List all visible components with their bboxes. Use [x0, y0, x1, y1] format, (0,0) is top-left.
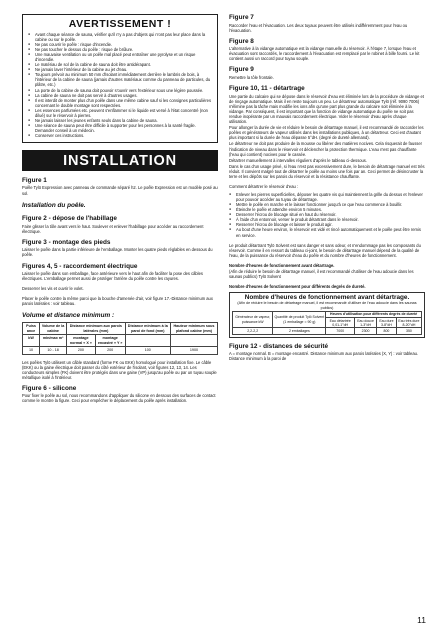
hours-box-subtitle: (Afin de réduire le besoin de détartrage manuel, il est recommandé d'utiliser de l'eau adoucie dans les saunas publics) — [237, 301, 417, 310]
warning-item: ● Ne pas toucher le dessus du poêle : risque de brûlure. — [28, 47, 212, 52]
unit-kw: kW — [23, 335, 40, 347]
th-power: Puiss ance — [23, 323, 40, 335]
page-number: 11 — [417, 615, 426, 625]
unit-encastre: montage encastré « Y » — [95, 335, 125, 347]
hours-text-2-title: Nombre d'heures de fonctionnement pour différents degrés de dureté. — [229, 284, 366, 290]
fig45-title: Figures 4, 5 - raccordement électrique — [22, 262, 138, 270]
min-distance-table — [22, 322, 218, 355]
fig1-title: Figure 1 — [22, 176, 47, 184]
hours-cell: 7000 — [326, 328, 355, 334]
warning-item: ● Toujours prévoir au minimum 50 mm d'isolant immédiatement derrière le lambris de bois, à l'intérieur de la cabine de sauna (jamais d'autres matériaux comme du panneau de particules, du plâtre, etc.) — [28, 72, 212, 87]
right-column — [229, 14, 425, 361]
descale-step: ● Éteindre le poêle et attendre environ 5 minutes. — [229, 207, 425, 212]
fig7-text: Raccorder l'eau et l'évacuation. Les deux tuyaux peuvent être utilisés indifféremment pour l'eau ou l'évacuation. — [229, 22, 408, 33]
warning-list — [28, 32, 212, 138]
table-cell: 100 — [125, 347, 170, 355]
fig9-title: Figure 9 — [229, 66, 254, 74]
th-hardness: Eau dure 3-8°dH — [377, 318, 397, 328]
fig3-text: Laisser le poêle dans la partie inférieure de l'emballage. Monter les quatre pieds réglables en dessous du poêle. — [22, 247, 213, 258]
fig1011-text-5: Dans le cas d'un usage privé, si l'eau n'est pas excessivement dure, le besoin de détartrage manuel est très réduit. Il convient malgré tout de détartrer le poêle au moins une fois par an. Ceci permet de désincruster la terre et les dépôts sur les parois du réservoir et la résistance chauffante. — [229, 163, 425, 179]
fig6-text: Pour fixer le poêle au sol, nous recommandons d'appliquer du silicone en dessous des surfaces de contact comme le montre la figure. Ceci pour empêcher le déplacement du poêle après installation. — [22, 393, 216, 404]
fig1011-title: Figure 10, 11 - détartrage — [229, 85, 305, 93]
table-cell: 1900 — [170, 347, 217, 355]
th-distance: Distance minimum aux parois latérales (mm) — [67, 323, 126, 335]
fig1011-text-4: Détartrer manuellement à intervalles réguliers d'après le tableau ci-dessous. — [229, 157, 367, 163]
descale-steps — [229, 192, 425, 237]
hours-text-title: Nombre d'heures de fonctionnement avant détartrage. — [229, 262, 335, 268]
unit-empty-1 — [125, 335, 170, 347]
fig45-text-2: Desserrer les vis et ouvrir le volet. — [22, 286, 84, 292]
hours-cell: 2300 — [355, 328, 377, 334]
descale-step: ● À l'aide d'un entonnoir, verser le produit détartrant dans le réservoir. — [229, 217, 425, 222]
hours-cell: 2 emballages — [273, 328, 326, 334]
hours-table — [232, 311, 422, 335]
warning-item: ● La porte de la cabine de sauna doit pouvoir s'ouvrir vers l'extérieur sous une légère poussée. — [28, 88, 212, 93]
hours-cell: 800 — [377, 328, 397, 334]
fig3-title: Figure 3 - montage des pieds — [22, 238, 111, 246]
cables-text: Les poêles Tylö utilisent un câble standard (forme FK ou EKK) homologué pour installation fixe. Le câble (EKK) ou la gaine électrique doit passer du côté extérieur de l'isolant, voir figures 12, 13, 14. Les conducteurs simples (FK) doivent être protégés dans une gaine (VP) jusqu'au poêle ou par un tuyau souple métallique isolé à l'intérieur. — [22, 359, 217, 380]
descale-step: ● Resserrer l'écrou de blocage et laisser le produit agir. — [229, 222, 425, 227]
hours-text: (Afin de réduire le besoin de détartrage manuel, il est recommandé d'utiliser de l'eau adoucie dans les saunas publics) Tylö Solvent — [229, 268, 414, 280]
descale-step: ● Au bout d'une heure environ, le réservoir est vidé et rincé automatiquement et le poêle peut être remis en service. — [229, 227, 425, 237]
fig45-text: Laisser le poêle dans son emballage, face antérieure vers le haut afin de faciliter la pose des câbles électriques. L'emballage permet aussi de protéger l'arrière du poêle contre les rayures. — [22, 271, 203, 282]
th-generator: Générateur de vapeur, puissance kW — [233, 311, 273, 328]
warning-item: ● Ne jamais laisser les jeunes enfants seuls dans la cabine de sauna. — [28, 118, 212, 123]
fig1011-text-6: Comment détartrer le réservoir d'eau : — [229, 184, 299, 190]
fig9-text: Remettre la tôle frontale. — [229, 74, 274, 80]
warning-item: ● Ne jamais laver l'intérieur de la cabine au jet d'eau. — [28, 67, 212, 72]
th-volume: Volume de la cabine — [40, 323, 67, 335]
th-hardness: Eau détartrée 0,01-1°dH — [326, 318, 355, 328]
descale-step: ● Mettre le poêle en marche et le laisser fonctionner jusqu'à ce que l'eau commence à bouillir. — [229, 202, 425, 207]
th-quantity: Quantité de produit Tylö Solvent (1 emballage = 90 g) — [273, 311, 326, 328]
unit-empty-2 — [170, 335, 217, 347]
warning-title: AVERTISSEMENT ! — [68, 18, 172, 30]
warning-item: ● Une mauvaise ventilation ou un poêle mal placé peut entraîner une pyrolyse et un risque d'incendie. — [28, 52, 212, 62]
th-hardness: Eau douce 1-3°dH — [355, 318, 377, 328]
hours-cell: 2,2-2,2 — [233, 328, 273, 334]
fig1-text: Poêle Tylö Expression avec panneau de commande séparé h2. Le poêle Expression est un modèle posé au sol. — [22, 185, 218, 196]
descale-text: Le produit détartrant Tylö Solvent est sans danger et sans odeur, et n'endommage pas les composants du réservoir. Comme il en ressort du tableau ci-joint, le besoin de détartrage manuel dépend de la qualité de l'eau, de la puissance du réservoir d'eau du poêle et du nombre d'heures de fonctionnement. — [229, 242, 421, 258]
th-height: Hauteur minimum sous plafond cabine (mm) — [170, 323, 217, 335]
warning-item: ● Le matériau de sol de la cabine de sauna doit être antidérapant. — [28, 62, 212, 67]
fig1011-text-2: Pour allonger la durée de vie et réduire le besoin de détartrage manuel, il est recommandé de raccorder les poêles et générateurs de vapeur utilisés dans les installations publiques, à un détartreur. Ceci est d'autant plus important si la durée de l'eau dépasse 5°dH. (degré de dureté allemand). — [229, 125, 424, 141]
table-cell: 10 — [23, 347, 40, 355]
fig7-title: Figure 7 — [229, 14, 254, 21]
installation-banner: INSTALLATION — [22, 150, 218, 171]
fig45-text-3: Placer le poêle contre la même paroi que la bouche d'amenée d'air, voir figure 17.-Distance minimum aux parois latérales : voir tableau. — [22, 296, 213, 307]
left-column — [22, 14, 218, 404]
fig1011-text: Une partie du calcaire qui se dépose dans le réservoir d'eau est éliminée lors de la procédure de vidange et de rinçage automatique. Mais il en reste toujours un peu. Le détartreur automatique Tylö (réf. 9090 7006) n'élimine pas la tâche mais modifie les ions afin qu'une part plus grande du calcaire soit éliminée à la vidange. Par conséquent, il est important que la fonction de vidange automatique du poêle ne soit pas rendue inopérante par un mauvais raccordement électrique. Vider le réservoir d'eau après chaque utilisation. — [229, 93, 424, 125]
volume-title: Volume et distance minimum : — [22, 311, 115, 319]
warning-box — [22, 14, 218, 143]
warning-item: ● Les essences parfumées etc. peuvent s'enflammer si le liquide est versé à l'état concentré (non dilué) sur le réservoir à pierres. — [28, 108, 212, 118]
unit-normal: montage normal « X » — [67, 335, 96, 347]
th-wall: Distance minimum à la paroi de fond (mm) — [125, 323, 170, 335]
warning-item: ● La cabine de sauna ne doit pas servir à d'autres usages. — [28, 93, 212, 98]
descale-step: ● Desserrer l'écrou de blocage situé en haut du réservoir. — [229, 212, 425, 217]
warning-item: ● Il est interdit de monter plus d'un poêle dans une même cabine sauf si les consignes particulières concernant le double montage sont respectées. — [28, 98, 212, 108]
fig2-text: Faire glisser la tôle avant vers le haut. Soulever et enlever l'habillage pour accéder au raccordement électrique. — [22, 223, 204, 234]
fig8-title: Figure 8 — [229, 37, 254, 45]
table-cell: 200 — [95, 347, 125, 355]
hours-box — [229, 292, 425, 337]
warning-item: ● Avant chaque séance de sauna, vérifier qu'il n'y a pas d'objets qui n'ont pas leur place dans la cabine ou sur le poêle. — [28, 32, 212, 42]
fig12-text: A = montage normal. B = montage encastré. Distance minimum aux parois latérales (X, Y) : voir tableau. Distance minimum à la paroi de — [229, 351, 419, 362]
fig12-title: Figure 12 - distances de sécurité — [229, 342, 329, 350]
fig1011-text-3: Le détartreur ne doit pas produire de la mousse ou libérer des matières nocives. Cela risquerait de fausser l'indication de niveau dans le réservoir et déclencher la protection thermique. L'eau n'est pas chauffante (l'eau qui contient) nocives pour le cassée. — [229, 141, 422, 157]
unit-minmax: min/max m³ — [40, 335, 67, 347]
hours-box-title: Nombre d'heures de fonctionnement avant détartrage. — [244, 294, 410, 302]
fig6-title: Figure 6 - silicone — [22, 384, 77, 392]
th-hours: Heures d'utilisation pour différents degrés de dureté — [326, 311, 422, 317]
install-title: Installation du poêle. — [22, 201, 86, 209]
warning-item: ● Une séance de sauna peut être difficile à supporter pour les personnes à la santé fragile. Demander conseil à un médecin. — [28, 123, 212, 133]
fig2-title: Figure 2 - dépose de l'habillage — [22, 215, 117, 223]
fig8-text: L'alternative à la vidange automatique est la vidange manuelle du réservoir. À l'étape 7, lorsque l'eau et évacuation sont raccordés, le raccordement à l'évacuation est remplacé par le robinet à bille fourni. Le kit contient aussi un raccord pour tuyau souple. — [229, 46, 420, 62]
table-cell: 10 - 18 — [40, 347, 67, 355]
th-hardness: Eau très dure 8-20°dH — [396, 318, 421, 328]
hours-cell: 350 — [396, 328, 421, 334]
table-cell: 200 — [67, 347, 96, 355]
descale-step: ● Enlever les pierres superficielles, déposer les quatre vis qui maintiennent la grille du dessus et l'enlever pour pouvoir accéder au tuyau de détartrage. — [229, 192, 425, 202]
warning-item: ● Ne pas couvrir le poêle : risque d'incendie. — [28, 42, 212, 47]
warning-item: ● Conserver ces instructions. — [28, 133, 212, 138]
